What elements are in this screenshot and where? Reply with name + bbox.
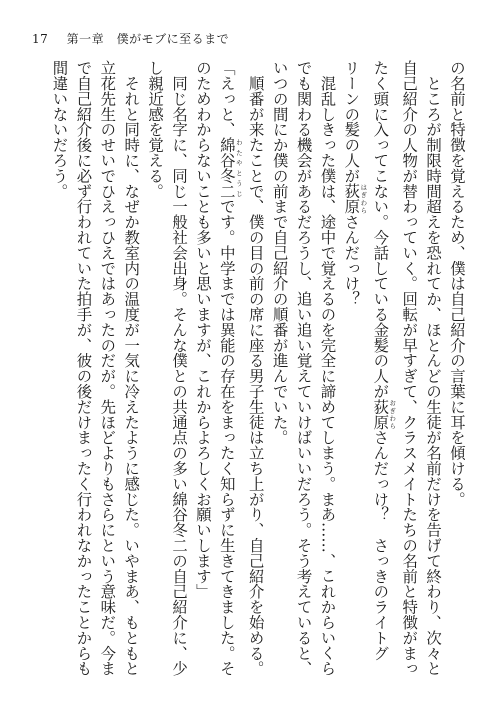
text-segment: さんだっけ？ さっきのライトグ <box>371 429 390 661</box>
ruby-reading: おぎわら <box>388 398 397 430</box>
text-line: で自己紹介後に必ず行われていた拍手が、彼の後だけまったく行われなかったことからも <box>74 60 93 676</box>
text-line: の名前と特徴を覚えるため、僕は自己紹介の言葉に耳を傾ける。 <box>448 60 466 507</box>
text-line: 間違いないだろう。 <box>50 60 69 199</box>
page-number: 17 <box>32 32 49 46</box>
text-line: でも関わる機会があるだろうし、追い追い覚えていけばいいだろう。そう考えていると、 <box>294 60 313 676</box>
text-line: いつの間にか僕の前まで自己紹介の順番が進んでいた。 <box>270 60 289 445</box>
text-line: ところが制限時間超えを恐れてか、ほとんどの生徒が名前だけを告げて終わり、次々と <box>424 60 443 676</box>
ruby-reading: とうじ <box>234 167 243 199</box>
text-line <box>338 60 367 680</box>
ruby-name: 綿谷 わたや <box>217 137 243 168</box>
text-line: 同じ名字に、同じ一般社会出身。そんな僕との共通点の多い綿谷冬二の自己紹介に、少 <box>170 60 189 676</box>
text-line <box>214 60 243 680</box>
ruby-reading: わたや <box>234 137 243 168</box>
text-line: のためわからないことも多いと思いますが、これからよろしくお願いします」 <box>193 60 212 599</box>
running-header <box>32 30 229 47</box>
text-line: 混乱しきった僕は、途中で覚えるのを完全に諦めてしまう。まあ……、これからいくら <box>318 60 337 676</box>
ruby-name: 荻原 はぎわら <box>342 183 368 215</box>
text-segment: たく頭に入ってこない。今話している金髪の人が <box>371 60 390 399</box>
ruby-reading: はぎわら <box>359 183 368 214</box>
ruby-name: 荻原 おぎわら <box>371 398 397 430</box>
text-line <box>367 60 396 680</box>
body-text <box>50 60 468 680</box>
text-segment: 「えっと、 <box>217 60 236 137</box>
text-line: 順番が来たことで、僕の目の前の席に座る男子生徒は立ち上がり、自己紹介を始める。 <box>246 60 265 676</box>
text-segment: リーンの髪の人が <box>342 60 361 184</box>
text-line: し親近感を覚える。 <box>146 60 165 199</box>
text-segment: です。中学までは異能の存在をまったく知らずに生きてきました。そ <box>217 198 236 677</box>
text-segment: さんだっけ？ <box>342 214 361 307</box>
text-line: 立花先生のせいでひえっひえではあったのだが。先ほどよりもさらにという意味だ。今ま <box>98 60 117 676</box>
ruby-name: 冬二 とうじ <box>217 167 243 199</box>
text-line: 自己紹介の人物が替わっていく。回転が早すぎて、クラスメイトたちの名前と特徴がまっ <box>400 60 419 676</box>
running-title: 第一章 僕がモブに至るまで <box>66 32 230 46</box>
text-line: それと同時に、なぜか教室内の温度が一気に冷えたように感じた。いやまあ、もともと <box>122 60 141 676</box>
